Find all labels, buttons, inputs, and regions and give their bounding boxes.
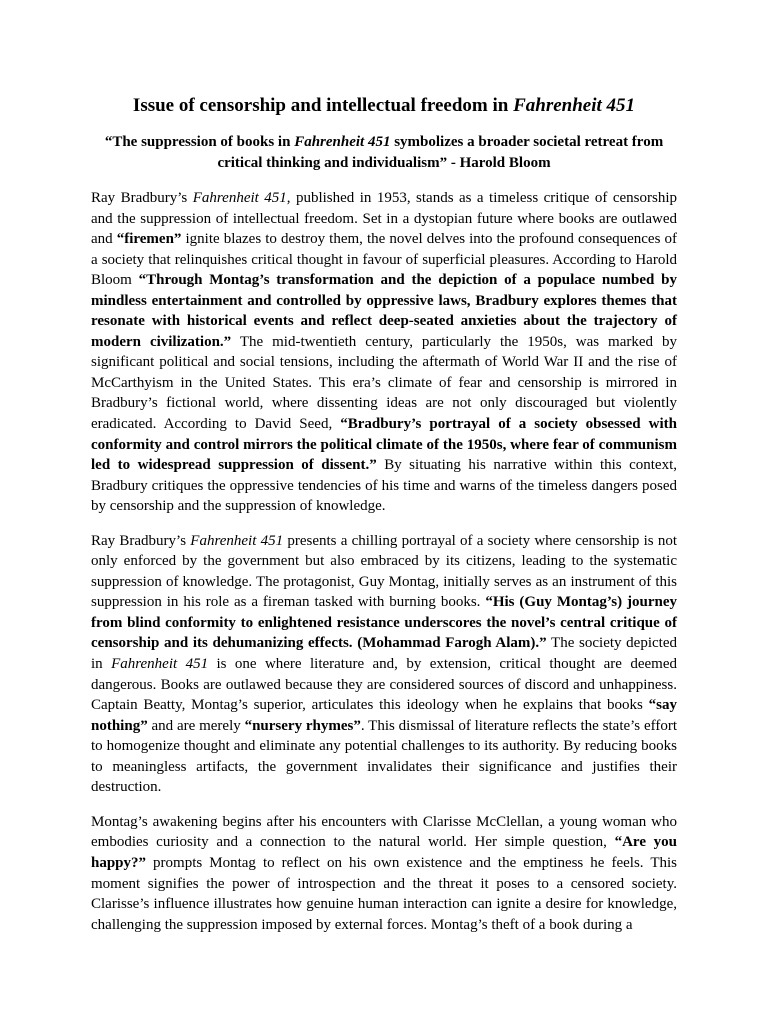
p1-text-5: By situating his narrative within this context, Bradbury critiques the oppressive tendencies of his time and warns of the timeless dangers posed by censorship and the suppression of knowledge.: [91, 457, 678, 515]
epigraph-book-name: Fahrenheit 451: [294, 134, 391, 150]
p1-text-3: ignite blazes to destroy them, the novel delves into the profound consequences of a society that relinquishes critical thought in favour of superficial pleasures. According to Harold Bloom: [91, 231, 677, 289]
p3-are-you-happy-quote: “Are you happy?”: [91, 834, 677, 871]
paragraph-2: [91, 531, 677, 798]
p3-text-1: Montag’s awakening begins after his encounters with Clarisse McClellan, a young woman who embodies curiosity and a connection to the natural world. Her simple question,: [91, 813, 677, 851]
paragraph-1: [91, 188, 677, 517]
p1-text-1: Ray Bradbury’s: [91, 190, 193, 206]
document-page: [91, 94, 677, 935]
epigraph-quote: [91, 132, 677, 173]
p2-text-3: The society depicted in: [91, 635, 677, 673]
p2-book-name-2: Fahrenheit 451: [111, 656, 209, 673]
p2-text-1: Ray Bradbury’s: [91, 532, 191, 549]
p1-text-2: , published in 1953, stands as a timeless critique of censorship and the suppression of intellectual freedom. Set in a dystopian future where books are outlawed and: [91, 190, 677, 248]
epigraph-close: symbolizes a broader societal retreat from critical thinking and individualism” - Harold Bloom: [217, 134, 664, 171]
p2-book-name: Fahrenheit 451: [190, 532, 284, 549]
p2-say-nothing-quote: “say nothing”: [91, 697, 677, 734]
p2-alam-quote: “His (Guy Montag’s) journey from blind conformity to enlightened resistance underscores the novel’s central critique of censorship and its dehumanizing effects. (Mohammad Farogh Alam).”: [91, 594, 677, 652]
p1-seed-quote: “Bradbury’s portrayal of a society obsessed with conformity and control mirrors the political climate of the 1950s, where fear of communism led to widespread suppression of dissent.”: [91, 416, 677, 474]
title-book-name: Fahrenheit 451: [513, 95, 636, 116]
document-title: [91, 94, 677, 118]
p2-text-4: is one where literature and, by extension, critical thought are deemed dangerous. Books are outlawed because they are considered sources of discord and unhappiness. Captain Beatty, Montag’s superior, articulates this ideology when he explains that books: [91, 656, 678, 714]
p1-book-name: Fahrenheit 451: [192, 190, 287, 206]
p1-text-4: The mid-twentieth century, particularly the 1950s, was marked by significant political and social tensions, including the aftermath of World War II and the rise of McCarthyism in the United States. This era’s climate of fear and censorship is mirrored in Bradbury’s fictional world, where dissenting ideas are not only discouraged but violently eradicated. According to David Seed,: [91, 333, 677, 433]
p1-firemen-quote: “firemen”: [116, 231, 182, 248]
paragraph-3: [91, 812, 677, 935]
p2-text-5: and are merely: [147, 717, 245, 734]
p2-text-2: presents a chilling portrayal of a society where censorship is not only enforced by the government but also embraced by its citizens, leading to the systematic suppression of knowledge. The protagonist, Guy Montag, initially serves as an instrument of this suppression in his role as a fireman tasked with burning books.: [91, 532, 678, 611]
p2-text-6: . This dismissal of literature reflects the state’s effort to homogenize thought and eliminate any potential challenges to its authority. By reducing books to meaningless artifacts, the government invalidates their significance and justifies their destruction.: [91, 717, 677, 796]
epigraph-open: “The suppression of books in: [104, 134, 295, 150]
p2-nursery-rhymes-quote: “nursery rhymes”: [244, 717, 361, 734]
p1-bloom-quote: “Through Montag’s transformation and the depiction of a populace numbed by mindless entertainment and controlled by oppressive laws, Bradbury explores themes that resonate with historical events and reflect deep-seated anxieties about the trajectory of modern civilization.”: [91, 272, 677, 350]
title-prefix: Issue of censorship and intellectual freedom in: [132, 95, 514, 116]
p3-text-2: prompts Montag to reflect on his own existence and the emptiness he feels. This moment signifies the power of introspection and the threat it poses to a censored society. Clarisse’s influence illustrates how genuine human interaction can ignite a desire for knowledge, challenging the suppression imposed by external forces. Montag’s theft of a book during a: [91, 854, 677, 933]
